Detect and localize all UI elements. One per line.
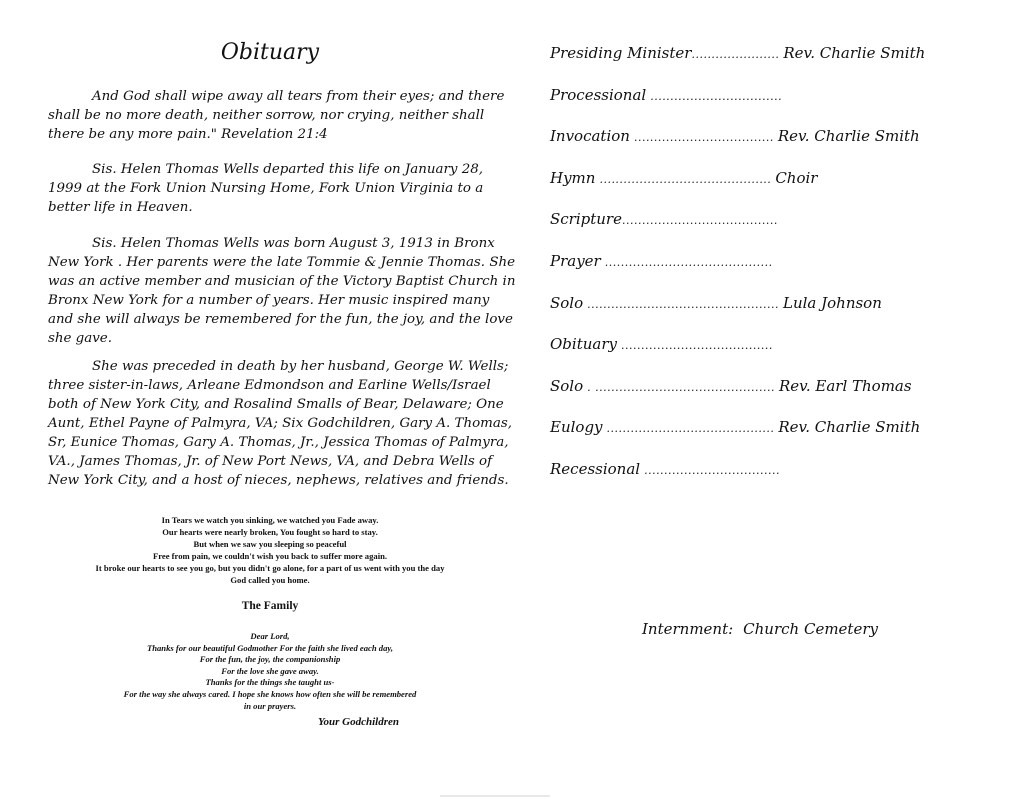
program-item-recessional <box>550 460 1010 502</box>
program-label: Presiding Minister <box>550 44 692 62</box>
interment-label: Internment: <box>642 620 734 638</box>
program-item-eulogy <box>550 418 1010 460</box>
program-label: Solo <box>550 376 584 395</box>
program-label: Scripture <box>550 210 622 229</box>
poem-line: God called you home. <box>230 575 310 585</box>
prayer-line: For the way she always cared. I hope she knows how often she will be remembered <box>123 688 417 699</box>
poem-line: Free from pain, we couldn't wish you back to suffer more again. <box>152 551 388 561</box>
interment-line <box>642 620 878 638</box>
birth-paragraph <box>48 234 518 348</box>
poem-signature: The Family <box>241 600 299 612</box>
poem-line: In Tears we watch you sinking, we watched you Fade away. <box>161 515 379 525</box>
program-participant: Rev. Charlie Smith <box>783 44 926 62</box>
leader-dots: ................................... <box>629 131 774 145</box>
program-label: Processional <box>550 85 647 104</box>
program-item-solo <box>550 294 1010 336</box>
prayer <box>60 631 480 712</box>
prayer-line: in our prayers. <box>243 700 297 711</box>
leader-dots: . ............................................. <box>583 380 775 394</box>
program-label: Prayer <box>550 251 601 270</box>
leader-dots: ....................................... <box>621 214 778 228</box>
death-paragraph <box>48 160 518 217</box>
leader-dots: .......................................... <box>600 255 773 269</box>
program-page <box>512 0 1024 799</box>
leader-dots: .................................. <box>640 463 780 477</box>
prayer-line: For the fun, the joy, the companionship <box>199 654 341 665</box>
program-item-solo-2 <box>550 377 1010 419</box>
program-label: Recessional <box>550 459 641 478</box>
program-item-invocation <box>550 127 1010 169</box>
program-item-obituary <box>550 335 1010 377</box>
program-label: Eulogy <box>550 418 603 437</box>
program-label: Solo <box>550 293 584 312</box>
program-item-processional <box>550 86 1010 128</box>
prayer-signature: Your Godchildren <box>318 716 399 728</box>
program-participant: Lula Johnson <box>782 293 882 312</box>
leader-dots: ...................................... <box>616 339 773 353</box>
scripture-text: And God shall wipe away all tears from their eyes; and there shall be no more death, neither sorrow, nor crying, neither shall there be any more pain." Revelation 21:4 <box>48 89 505 142</box>
program-label: Hymn <box>550 168 596 187</box>
scan-artifact <box>440 795 550 797</box>
program-participant: Rev. Charlie Smith <box>778 418 921 437</box>
program-participant: Choir <box>775 168 818 187</box>
obituary-title: Obituary <box>220 40 320 65</box>
program-item-prayer <box>550 252 1010 294</box>
order-of-service <box>550 44 1010 502</box>
program-item-presiding-minister <box>550 44 1010 86</box>
program-label: Obituary <box>550 335 617 354</box>
program-label: Invocation <box>550 127 630 146</box>
leader-dots: ........................................... <box>595 172 772 186</box>
prayer-line: Thanks for our beautiful Godmother For the faith she lived each day, <box>146 642 394 653</box>
program-item-hymn <box>550 169 1010 211</box>
family-paragraph <box>48 357 518 490</box>
leader-dots: .......................................... <box>602 422 775 436</box>
interment-location: Church Cemetery <box>743 620 878 638</box>
scripture-paragraph <box>48 87 518 144</box>
prayer-line: For the love she gave away. <box>221 665 319 676</box>
leader-dots: ................................. <box>646 89 783 103</box>
program-participant: Rev. Charlie Smith <box>777 127 920 146</box>
death-text: Sis. Helen Thomas Wells departed this life on January 28, 1999 at the Fork Union Nursing Home, Fork Union Virginia to a better life in Heaven. <box>48 162 484 215</box>
prayer-line: Dear Lord, <box>250 631 290 641</box>
program-participant: Rev. Earl Thomas <box>778 376 912 395</box>
leader-dots: ................................................ <box>583 297 779 311</box>
leader-dots: ...................... <box>691 48 780 61</box>
prayer-line: Thanks for the things she taught us- <box>205 677 335 688</box>
poem-line: It broke our hearts to see you go, but you didn't go alone, for a part of us went with you the day <box>95 563 445 573</box>
program-item-scripture <box>550 210 1010 252</box>
birth-text: Sis. Helen Thomas Wells was born August 3, 1913 in Bronx New York . Her parents were the late Tommie & Jennie Thomas. She was an active member and musician of the Victory Baptist Church in Bronx New York for a number of years. Her music inspired many and she will always be remembered for the fun, the joy, and the love she gave. <box>48 236 516 346</box>
poem <box>30 514 510 586</box>
poem-line: Our hearts were nearly broken, You fought so hard to stay. <box>162 527 378 537</box>
poem-line: But when we saw you sleeping so peaceful <box>193 539 347 549</box>
family-text: She was preceded in death by her husband, George W. Wells; three sister-in-laws, Arleane Edmondson and Earline Wells/Israel both of New York City, and Rosalind Smalls of Bear, Delaware; One Aunt, Ethel Payne of Palmyra, VA; Six Godchildren, Gary A. Thomas, Sr, Eunice Thomas, Gary A. Thomas, Jr., Jessica Thomas of Palmyra, VA., James Thomas, Jr. of New Port News, VA, and Debra Wells of New York City, and a host of nieces, nephews, relatives and friends. <box>48 359 512 488</box>
